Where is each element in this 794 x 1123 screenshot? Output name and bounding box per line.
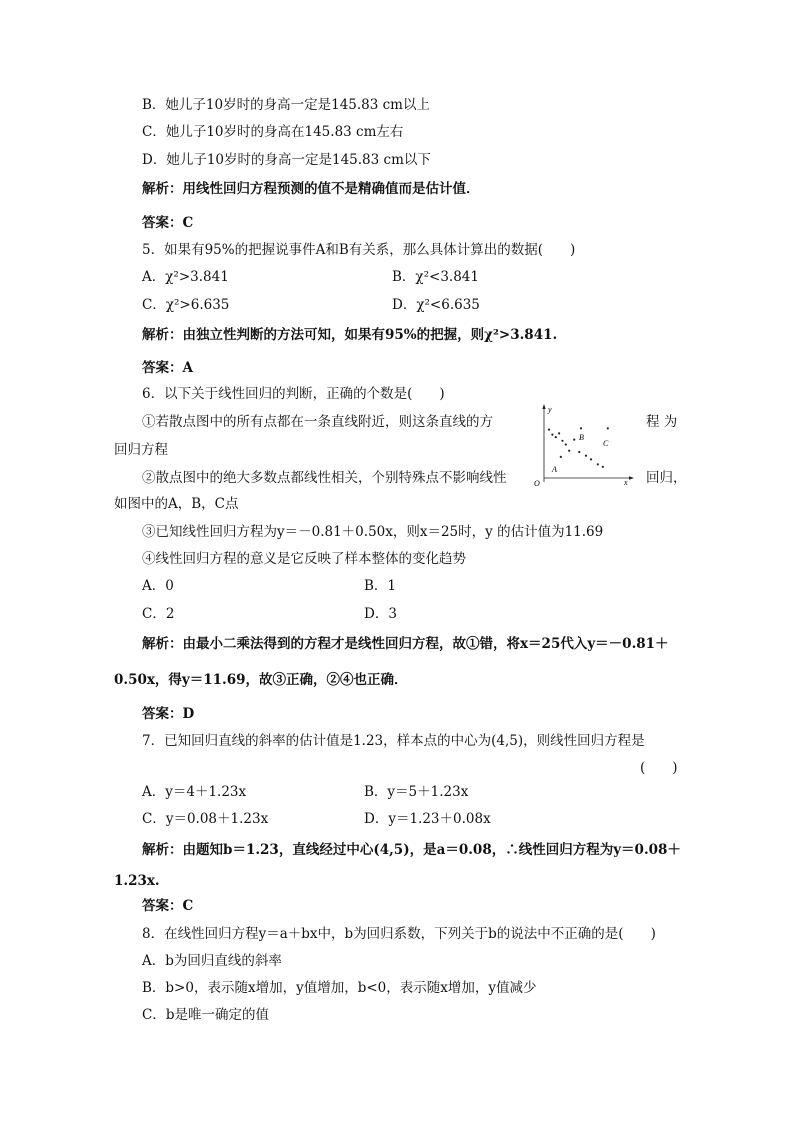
q8-option-c: C．b是唯一确定的值: [142, 1007, 269, 1023]
scatter-point-8: [578, 451, 580, 453]
q7-answer: 答案：C: [142, 898, 194, 914]
scatter-point-6: [568, 450, 570, 452]
q6-option-b: B．1: [364, 578, 397, 594]
scatter-point-5: [565, 443, 567, 445]
x-axis-arrow: [629, 476, 634, 479]
q5-option-a: A．χ²>3.841: [142, 269, 229, 285]
q5-answer: 答案：A: [142, 360, 193, 376]
q4-option-b: B．她儿子10岁时的身高一定是145.83 cm以上: [142, 97, 430, 113]
q4-option-d: D．她儿子10岁时的身高一定是145.83 cm以下: [142, 152, 431, 168]
scatter-point-4: [561, 440, 563, 442]
q7-option-a: A．y＝4＋1.23x: [142, 784, 247, 800]
q7-stem: 7．已知回归直线的斜率的估计值是1.23，样本点的中心为(4,5)，则线性回归方程是: [142, 733, 645, 749]
scatter-point-1: [551, 434, 553, 436]
q6-statement3: ③已知线性回归方程为y＝－0.81＋0.50x，则x＝25时，y 的估计值为11.69: [142, 524, 604, 540]
q6-scatter-figure: [532, 402, 636, 486]
q6-option-d: D．3: [364, 606, 397, 622]
q6-analysis-line2: 0.50x，得y＝11.69，故③正确，②④也正确．: [114, 672, 408, 688]
q7-analysis-line2: 1.23x.: [114, 873, 160, 889]
q8-option-b: B．b>0，表示随x增加，y值增加，b<0，表示随x增加，y值减少: [142, 980, 537, 996]
scatter-point-12: [602, 466, 604, 468]
q7-option-b: B．y＝5＋1.23x: [364, 784, 469, 800]
q6-statement1-part3: 回归方程: [114, 442, 168, 458]
scatter-point-0: [548, 429, 550, 431]
q6-statement2-part2: 回归，: [646, 470, 687, 486]
q4-analysis: 解析：用线性回归方程预测的值不是精确值而是估计值．: [142, 181, 480, 197]
scatter-point-3: [558, 432, 560, 434]
q6-statement1-part2: 程 为: [646, 414, 678, 430]
q7-option-c: C．y＝0.08＋1.23x: [142, 811, 269, 827]
q8-option-a: A．b为回归直线的斜率: [142, 953, 282, 969]
q5-analysis: 解析：由独立性判断的方法可知，如果有95%的把握，则χ²>3.841.: [142, 327, 558, 343]
point-b-label: B: [579, 433, 584, 442]
q5-option-c: C．χ²>6.635: [142, 297, 230, 313]
scatter-point-9: [585, 455, 587, 457]
point-c-label: C: [603, 439, 609, 448]
q6-option-c: C．2: [142, 606, 175, 622]
q6-statement4: ④线性回归方程的意义是它反映了样本整体的变化趋势: [142, 551, 466, 567]
q5-stem: 5．如果有95%的把握说事件A和B有关系，那么具体计算出的数据( ): [142, 242, 576, 258]
q5-option-b: B．χ²<3.841: [392, 269, 479, 285]
point-a-label: A: [552, 465, 557, 474]
q7-answer-paren: ( ): [640, 760, 678, 776]
q4-option-c: C．她儿子10岁时的身高在145.83 cm左右: [142, 124, 404, 140]
scatter-point-13: [560, 456, 562, 458]
q6-statement2-part3: 如图中的A，B，C点: [114, 496, 239, 512]
q6-statement1-part1: ①若散点图中的所有点都在一条直线附近，则这条直线的方: [142, 414, 493, 430]
y-axis-arrow: [542, 404, 545, 409]
q7-option-d: D．y＝1.23＋0.08x: [364, 811, 491, 827]
x-axis-label: x: [624, 478, 628, 486]
q6-analysis-line1: 解析：由最小二乘法得到的方程才是线性回归方程，故①错，将x＝25代入y＝－0.81＋: [142, 636, 669, 652]
y-axis-label: y: [548, 405, 552, 414]
q6-stem: 6．以下关于线性回归的判断，正确的个数是( ): [142, 386, 445, 402]
scatter-point-7: [573, 439, 575, 441]
q7-analysis-line1: 解析：由题知b＝1.23，直线经过中心(4,5)，是a＝0.08，∴线性回归方程为y＝0.08＋: [142, 842, 681, 858]
scatter-point-10: [590, 458, 592, 460]
q5-option-d: D．χ²<6.635: [392, 297, 480, 313]
q8-stem: 8．在线性回归方程y＝a＋bx中，b为回归系数，下列关于b的说法中不正确的是( ): [142, 926, 656, 942]
q4-answer: 答案：C: [142, 215, 194, 231]
q6-statement2-part1: ②散点图中的绝大多数点都线性相关，个别特殊点不影响线性: [142, 470, 507, 486]
scatter-point-2: [555, 436, 557, 438]
q6-answer: 答案：D: [142, 706, 195, 722]
scatter-point-11: [597, 463, 599, 465]
origin-label: O: [534, 479, 540, 486]
scatter-point-15: [607, 427, 609, 429]
q6-option-a: A．0: [142, 578, 174, 594]
scatter-point-14: [580, 427, 582, 429]
